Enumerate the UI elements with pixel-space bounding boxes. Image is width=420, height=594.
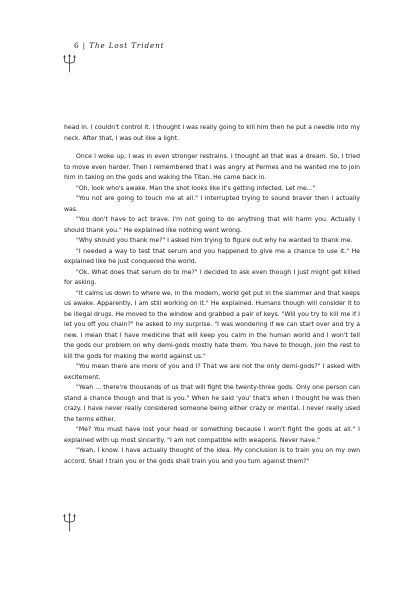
paragraph: "You don't have to act brave. I'm not going to do anything that will harm you. Actually I should thank you." He explained like nothing went wrong. xyxy=(64,216,360,234)
paragraph: "Ok. What does that serum do to me?" I decided to ask even though I just might get killed for asking. xyxy=(64,268,360,286)
paragraph: "It calms us down to where we, in the modern, world get put in the slammer and that keeps us awake. Apparently, I am still working on it." He explained. Humans though will consider it to be illegal drugs. He moved to the window and grabbed a pair of keys. "Will you try to kill me if I let you off you chain?" he asked to my surprise. "I was wondering if we can start over and try a new. I mean that I have medicine that will keep you calm in the human world and I won't tell the gods our problem on why demi-gods mostly hate them. You have to though, join the rest to kill the gods for making the world against us." xyxy=(64,289,360,360)
paragraph: "You not are going to touch me at all." I interrupted trying to sound braver then I actually was. xyxy=(64,195,360,213)
book-title: The Lost Trident xyxy=(89,41,165,50)
paragraph: "Me? You must have lost your head or something because I won't fight the gods at all." I explained with up most sincerity. "I am not compatible with weapons. Never have." xyxy=(64,426,360,444)
running-header xyxy=(74,41,164,50)
paragraph: "You mean there are more of you and I? That we are not the only demi-gods?" I asked with excitement. xyxy=(64,363,360,381)
paragraph: "I needed a way to test that serum and you happened to give me a chance to use it." He explained like he just conquered the world. xyxy=(64,247,360,265)
header-separator: | xyxy=(82,41,86,50)
paragraph: "Yeah, I know. I have actually thought of the idea. My conclusion is to train you on my own accord. Shall I train you or the gods shall train you and you turn against them?" xyxy=(64,447,360,465)
opening-paragraph xyxy=(64,123,360,144)
trident-icon xyxy=(63,512,76,532)
paragraph: "Oh, look who's awake. Man the shot looks like it's getting infected. Let me..." xyxy=(76,184,316,192)
paragraph: head in. I couldn't control it. I thought I was really going to kill him then he put a needle into my neck. After that, I was out like a light. xyxy=(64,124,360,142)
body-text xyxy=(64,152,360,467)
paragraph: "Why should you thank me?" I asked him trying to figure out why he wanted to thank me. xyxy=(76,237,353,244)
trident-icon xyxy=(63,53,76,73)
page-number: 6 xyxy=(74,41,80,50)
paragraph: Once I woke up, I was in even stronger restrains. I thought all that was a dream. So, I tried to move even harder. Then I remembered that I was angry at Permes and he wanted me to join him in taking on the gods and waking the Titan. He came back in. xyxy=(64,153,360,181)
paragraph: "Yeah ... there're thousands of us that will fight the twenty-three gods. Only one person can stand a chance though and that is you." When he said 'you' that's when I thought he was then crazy. I have never really considered someone being either crazy or mental. I never really used the terms either. xyxy=(64,384,360,423)
